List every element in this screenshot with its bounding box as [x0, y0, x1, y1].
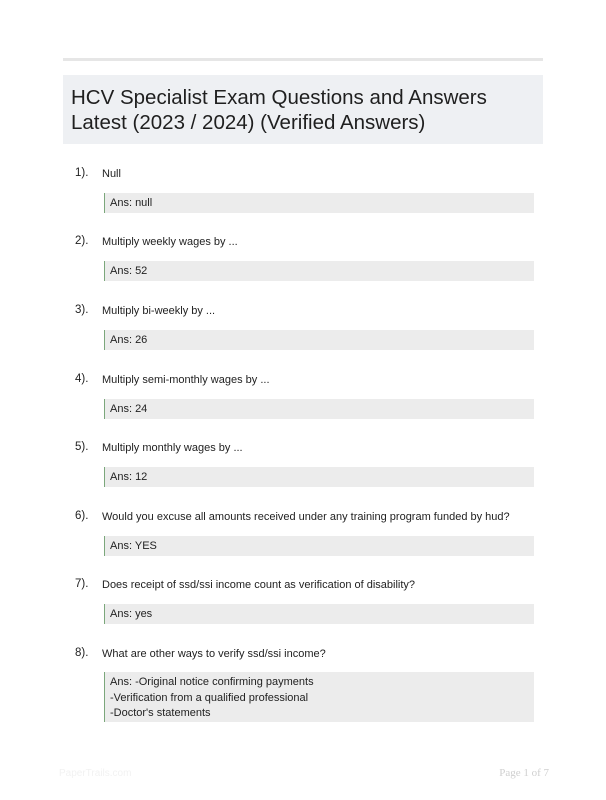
footer-watermark: PaperTrails.com	[59, 768, 132, 779]
question-number: 3).	[75, 304, 89, 316]
question-number: 6).	[75, 510, 89, 522]
question-text: Does receipt of ssd/ssi income count as verification of disability?	[102, 579, 416, 591]
answer-box	[104, 604, 534, 624]
document-title-line-2: Latest (2023 / 2024) (Verified Answers)	[71, 111, 426, 134]
question-text: Null	[102, 168, 121, 180]
top-divider	[63, 58, 543, 61]
document-title-line-1: HCV Specialist Exam Questions and Answers	[71, 86, 487, 109]
answer-box	[104, 399, 534, 419]
answer-text: Ans: null	[110, 197, 153, 209]
question-number: 4).	[75, 373, 89, 385]
question-number: 8).	[75, 647, 89, 659]
answer-text: -Doctor's statements	[110, 707, 211, 719]
question-text: Would you excuse all amounts received under any training program funded by hud?	[102, 511, 510, 523]
answer-box	[104, 193, 534, 213]
answer-box	[104, 672, 534, 722]
page-number: Page 1 of 7	[499, 767, 549, 779]
answer-box	[104, 261, 534, 281]
answer-text: Ans: 26	[110, 334, 148, 346]
answer-box	[104, 467, 534, 487]
question-number: 5).	[75, 441, 89, 453]
answer-box	[104, 536, 534, 556]
answer-text: Ans: 12	[110, 471, 148, 483]
answer-text: Ans: YES	[110, 540, 157, 552]
question-number: 2).	[75, 235, 89, 247]
answer-text: Ans: yes	[110, 608, 153, 620]
question-text: Multiply weekly wages by ...	[102, 236, 238, 248]
answer-text: -Verification from a qualified professional	[110, 691, 309, 704]
answer-text: Ans: 52	[110, 265, 148, 277]
question-text: Multiply semi-monthly wages by ...	[102, 374, 270, 386]
question-number: 7).	[75, 578, 89, 590]
answer-text: Ans: 24	[110, 403, 148, 415]
question-text: Multiply bi-weekly by ...	[102, 305, 216, 317]
question-number: 1).	[75, 167, 89, 179]
document-title-box	[63, 75, 543, 144]
question-text: What are other ways to verify ssd/ssi income?	[102, 648, 326, 660]
question-text: Multiply monthly wages by ...	[102, 442, 243, 454]
answer-box	[104, 330, 534, 350]
answer-text: Ans: -Original notice confirming payments	[110, 676, 314, 688]
